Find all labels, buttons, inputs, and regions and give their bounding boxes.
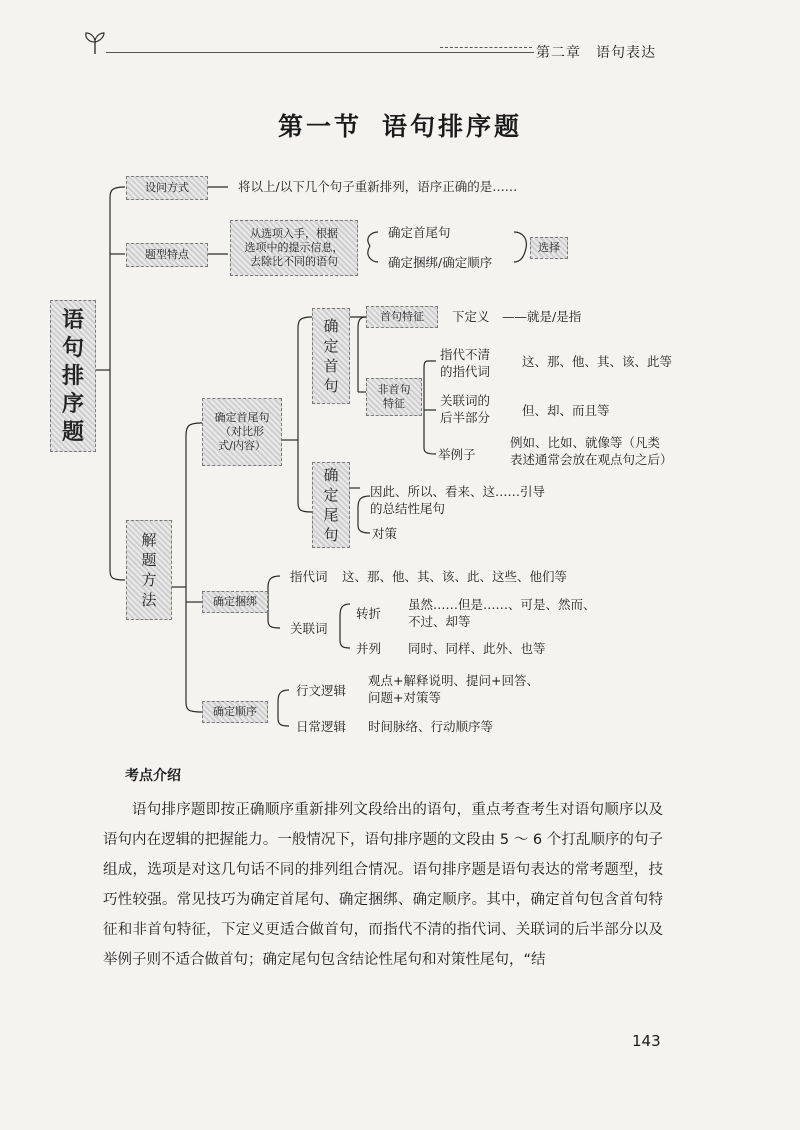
feature-result-node: 选择 (530, 237, 568, 259)
first-feature-text: 下定义 ——就是/是指 (452, 309, 582, 324)
question-feature-box: 从选项入手，根据 选项中的提示信息， 去除比不同的语句 (230, 220, 358, 276)
binding-pronoun-label: 指代词 (290, 569, 328, 584)
feature-item-first-last: 确定首尾句 (388, 225, 451, 240)
example-text: 例如、比如、就像等（凡类 表述通常会放在观点句之后） (510, 435, 673, 467)
order-daily-label: 日常逻辑 (296, 719, 347, 734)
question-feature-node: 题型特点 (126, 243, 208, 267)
binding-conjunction-label: 关联词 (290, 621, 328, 636)
method-node: 解 题 方 法 (126, 520, 172, 620)
binding-turn-label: 转折 (356, 606, 382, 621)
page-number: 143 (632, 1032, 661, 1050)
feature-item-binding-order: 确定捆绑/确定顺序 (388, 255, 493, 270)
first-last-node: 确定首尾句 （对比形 式/内容） (202, 398, 282, 466)
root-node: 语 句 排 序 题 (50, 300, 96, 452)
order-logic-label: 行文逻辑 (296, 683, 347, 698)
conjunction-latter-text: 但、却、而且等 (522, 403, 610, 418)
pronoun-unclear-label: 指代不清 的指代词 (440, 347, 491, 379)
policy-last-text: 对策 (372, 526, 398, 541)
example-label: 举例子 (438, 447, 476, 462)
conjunction-latter-label: 关联词的 后半部分 (440, 393, 491, 425)
binding-parallel-text: 同时、同样、此外、也等 (408, 641, 546, 656)
chapter-header: 第二章 语句表达 (536, 45, 656, 61)
first-sentence-node: 确 定 首 句 (312, 308, 350, 404)
section-name: 语句排序题 (382, 112, 523, 141)
binding-node: 确定捆绑 (202, 591, 268, 613)
binding-pronoun-text: 这、那、他、其、该、此、这些、他们等 (342, 569, 568, 584)
section-heading: 考点介绍 (125, 768, 181, 784)
question-form-text: 将以上/以下几个句子重新排列，语序正确的是…… (238, 179, 518, 194)
binding-turn-text: 虽然……但是……、可是、然而、 不过、却等 (408, 597, 596, 629)
first-feature-node: 首句特征 (366, 306, 438, 328)
binding-parallel-label: 并列 (356, 641, 382, 656)
pronoun-unclear-text: 这、那、他、其、该、此等 (522, 354, 673, 369)
section-number: 第一节 (277, 112, 362, 141)
order-logic-text: 观点+解释说明、提问+回答、 问题+对策等 (368, 673, 539, 705)
order-daily-text: 时间脉络、行动顺序等 (368, 719, 494, 734)
non-first-feature-node: 非首句 特征 (366, 378, 422, 416)
body-paragraph: 语句排序题即按正确顺序重新排列文段给出的语句，重点考查考生对语句顺序以及语句内在逻辑的把握能力。一般情况下，语句排序题的文段由 5 ～ 6 个打乱顺序的句子组成，选项是对这几句话不同的排列组合情况。语句排序题是语句表达的常考题型，技巧性较强。常见技巧为确定首尾句、确定捆绑、确定顺序。其中，确定首句包含首句特征和非首句特征，下定义更适合做首句，而指代不清的指代词、关联词的后半部分以及举例子则不适合做首句；确定尾句包含结论性尾句和对策性尾句，“结 (103, 802, 663, 968)
question-form-node: 设问方式 (126, 176, 208, 200)
summary-last-text: 因此、所以、看来、这……引导 的总结性尾句 (370, 484, 546, 516)
last-sentence-node: 确 定 尾 句 (312, 462, 350, 548)
order-node: 确定顺序 (202, 701, 268, 723)
